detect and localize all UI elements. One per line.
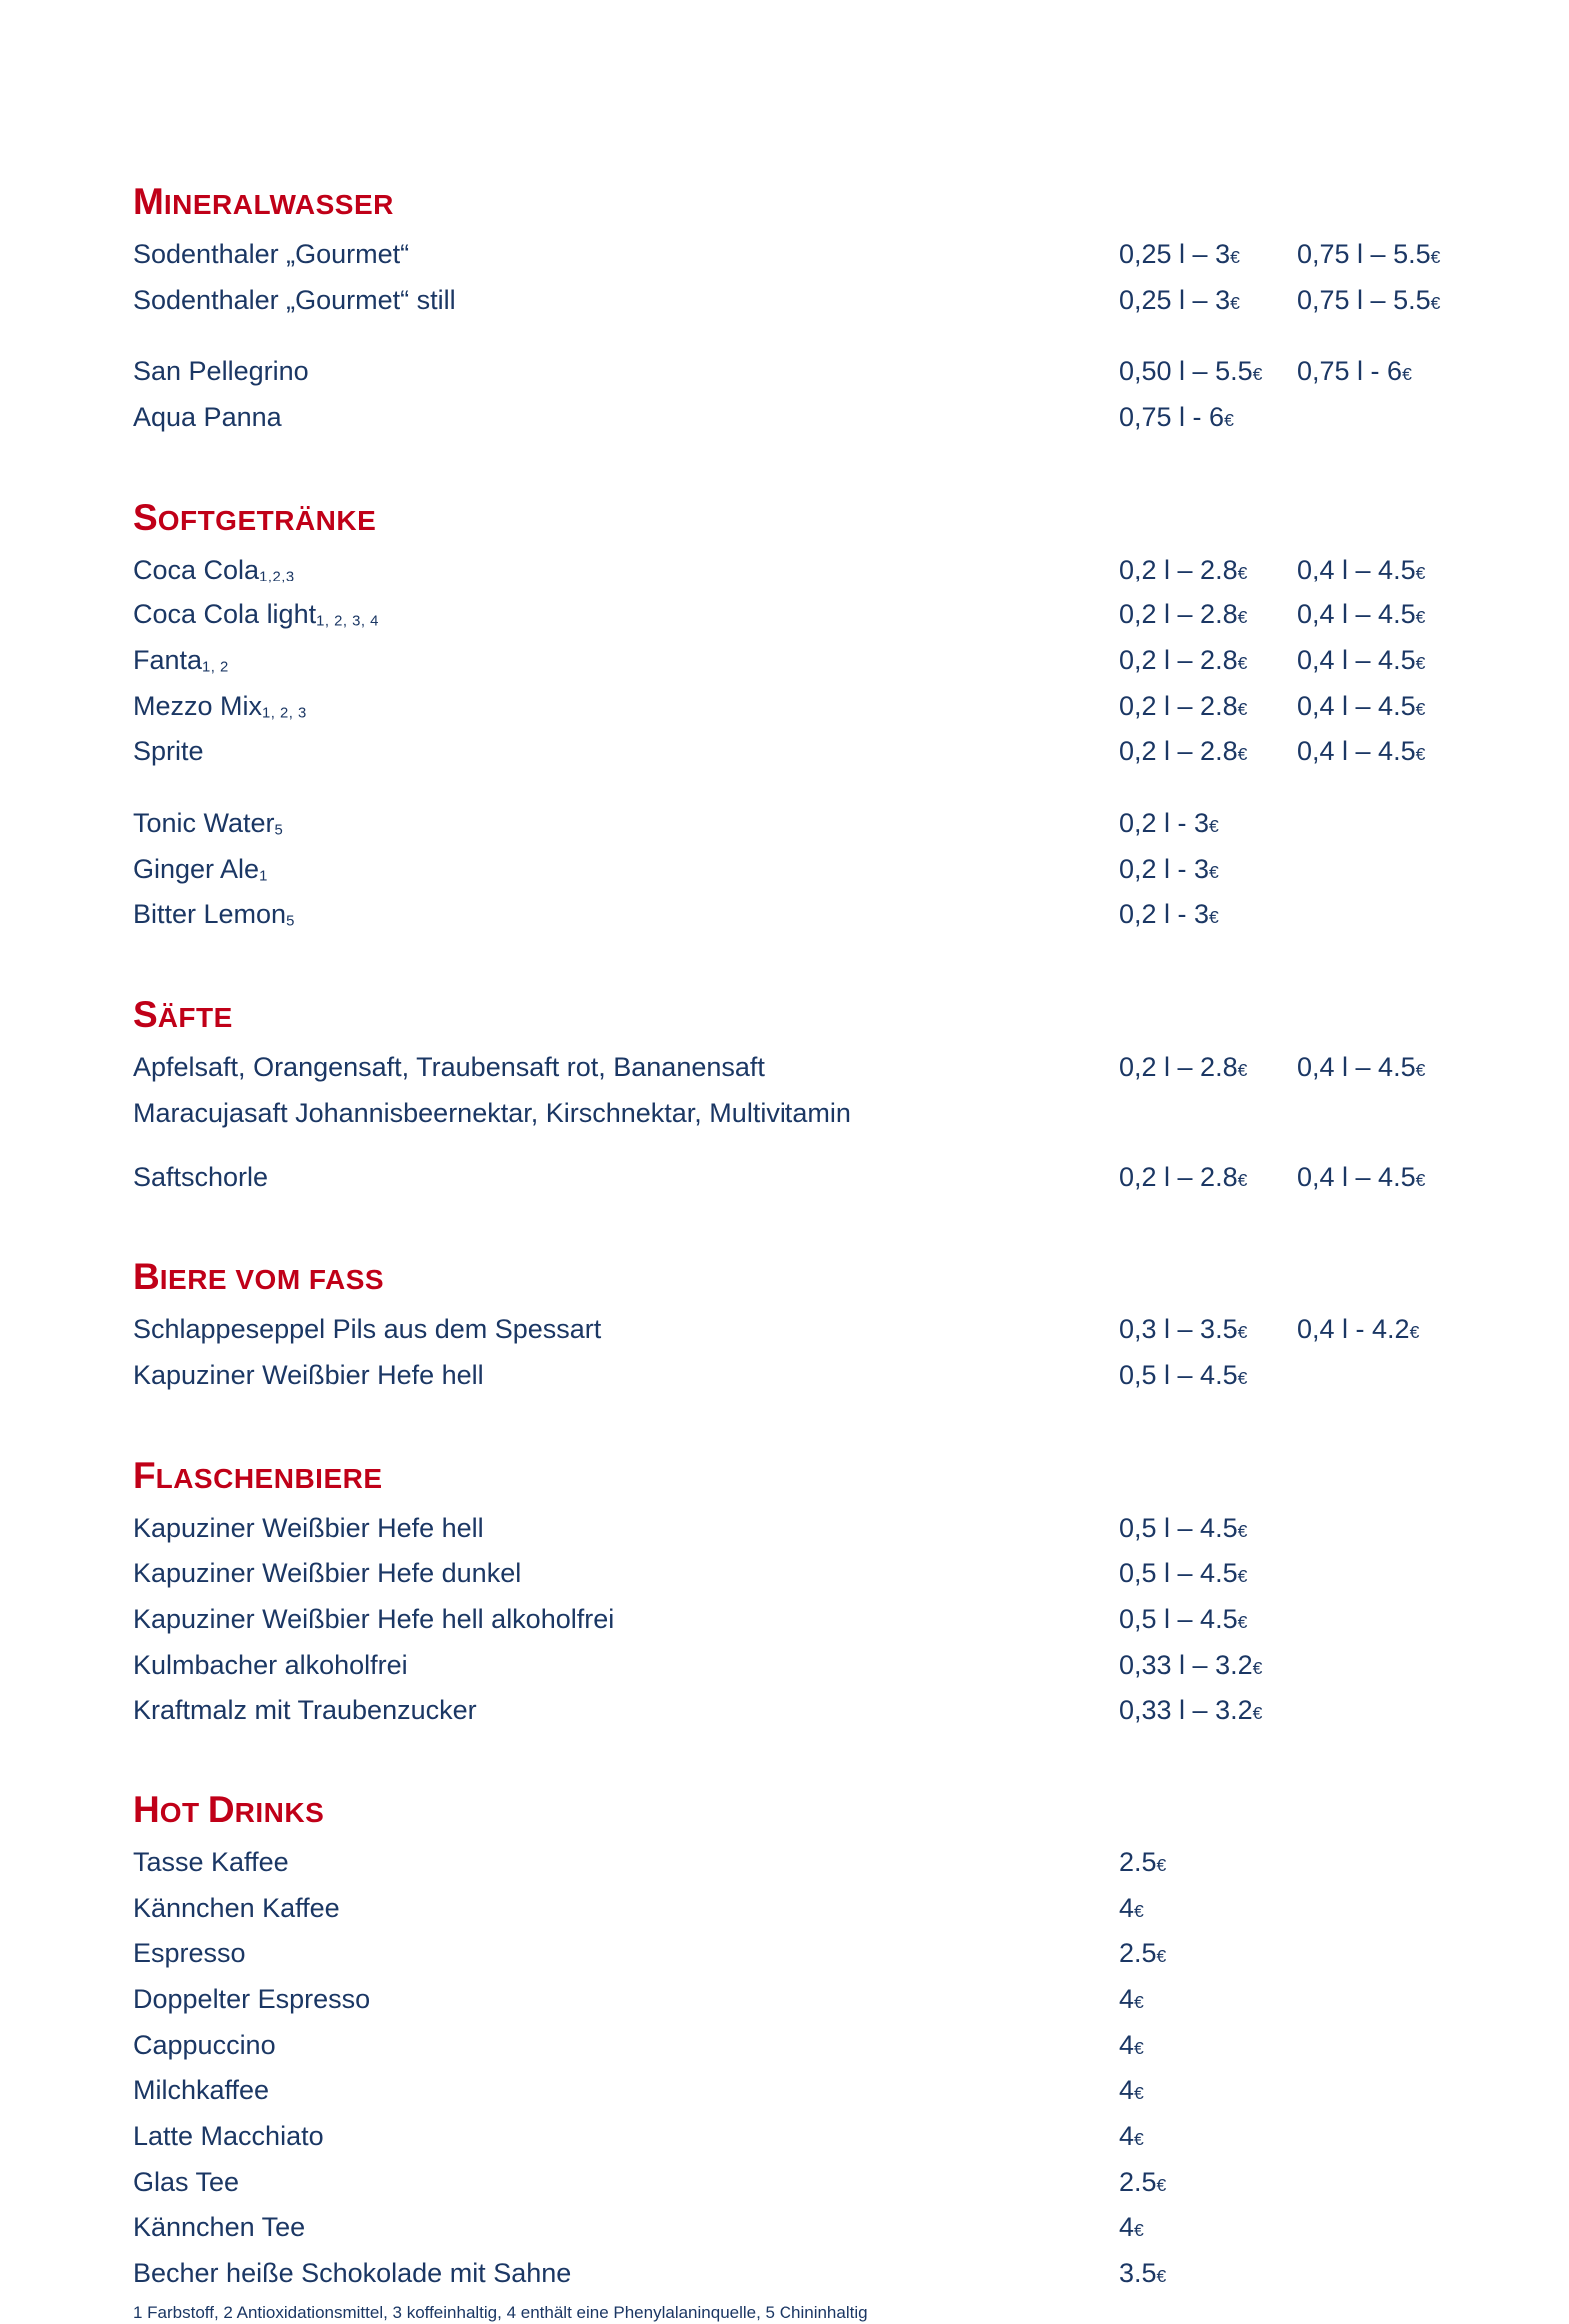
- price-text: 4: [1119, 2075, 1135, 2106]
- item-price-1: [1119, 1048, 1297, 1089]
- title-initial: B: [133, 1256, 160, 1298]
- price-text: 0,4 l – 4.5: [1297, 645, 1416, 676]
- euro-symbol: €: [1237, 607, 1248, 628]
- section-mineralwasser: [133, 180, 1539, 444]
- item-price-1: [1119, 1554, 1297, 1595]
- section-title: [133, 993, 1539, 1042]
- item-group: [133, 1158, 1539, 1204]
- title-initial: H: [133, 1789, 160, 1831]
- item-name: [133, 1310, 1119, 1356]
- menu-item-row: [133, 1048, 1539, 1094]
- item-price-2: [1297, 641, 1539, 682]
- title-rest: ÄFTE: [157, 1002, 233, 1034]
- price-text: 0,2 l – 2.8: [1119, 599, 1238, 630]
- title-initial: F: [133, 1454, 156, 1496]
- price-text: 0,33 l – 3.2: [1119, 1695, 1253, 1726]
- item-name: [133, 2071, 1119, 2117]
- euro-symbol: €: [1402, 364, 1412, 385]
- price-text: 0,75 l - 6: [1297, 356, 1403, 387]
- item-price-1: [1119, 732, 1297, 773]
- item-name: [133, 551, 1119, 596]
- price-text: 2.5: [1119, 2166, 1157, 2197]
- euro-symbol: €: [1237, 1566, 1248, 1587]
- euro-symbol: €: [1430, 292, 1441, 313]
- item-price-1: [1119, 1646, 1297, 1687]
- price-text: 0,2 l – 2.8: [1119, 1161, 1238, 1192]
- price-text: 0,5 l – 4.5: [1119, 1604, 1238, 1635]
- item-name-text: Tasse Kaffee: [133, 1847, 289, 1878]
- price-text: 0,4 l – 4.5: [1297, 1052, 1416, 1083]
- item-price-2: [1297, 595, 1539, 636]
- euro-symbol: €: [1237, 1612, 1248, 1633]
- item-price-1: [1119, 895, 1297, 936]
- item-group: [133, 551, 1539, 778]
- item-name-text: Schlappeseppel Pils aus dem Spessart: [133, 1314, 602, 1345]
- item-name-text: Milchkaffee: [133, 2075, 270, 2106]
- price-text: 0,5 l – 4.5: [1119, 1512, 1238, 1543]
- item-name-text: Saftschorle: [133, 1161, 269, 1192]
- price-text: 0,33 l – 3.2: [1119, 1649, 1253, 1680]
- menu-item-row: [133, 687, 1539, 733]
- price-text: 0,25 l – 3: [1119, 284, 1231, 315]
- item-name-continued: Maracujasaft Johannisbeernektar, Kirschnektar, Multivitamin: [133, 1097, 851, 1128]
- menu-item-row: [133, 1646, 1539, 1692]
- item-price-2: [1297, 551, 1539, 591]
- menu-item-row: [133, 804, 1539, 850]
- item-name: [133, 1600, 1119, 1646]
- item-name-text: Doppelter Espresso: [133, 1984, 371, 2015]
- euro-symbol: €: [1409, 1322, 1420, 1343]
- item-name: [133, 595, 1119, 641]
- menu-item-row: [133, 2117, 1539, 2163]
- item-group: [133, 1843, 1539, 2300]
- item-name-text: Kännchen Tee: [133, 2212, 306, 2243]
- item-name: [133, 1843, 1119, 1889]
- euro-symbol: €: [1252, 364, 1263, 385]
- menu-item-row: [133, 850, 1539, 896]
- footnote-refs: 1, 2: [202, 659, 229, 676]
- euro-symbol: €: [1252, 1657, 1263, 1678]
- price-text: 0,4 l – 4.5: [1297, 554, 1416, 584]
- item-price-2: [1297, 1048, 1539, 1089]
- item-price-2: [1297, 281, 1539, 322]
- euro-symbol: €: [1230, 292, 1240, 313]
- item-price-1: [1119, 551, 1297, 591]
- title-initial: M: [133, 181, 164, 222]
- item-name: [133, 641, 1119, 687]
- menu-item-row: [133, 281, 1539, 327]
- euro-symbol: €: [1415, 607, 1426, 628]
- item-name-text: Cappuccino: [133, 2029, 276, 2060]
- item-price-2: [1297, 235, 1539, 276]
- item-name-text: Glas Tee: [133, 2166, 240, 2197]
- item-group: [133, 235, 1539, 326]
- item-price-1: [1119, 804, 1297, 845]
- price-text: 4: [1119, 1892, 1135, 1923]
- euro-symbol: €: [1237, 698, 1248, 719]
- euro-symbol: €: [1237, 744, 1248, 765]
- title-rest: IERE VOM FASS: [159, 1264, 385, 1296]
- item-name: [133, 895, 1119, 941]
- price-text: 0,25 l – 3: [1119, 239, 1231, 269]
- item-name-text: Tonic Water: [133, 808, 275, 839]
- item-price-1: [1119, 2026, 1297, 2067]
- euro-symbol: €: [1415, 744, 1426, 765]
- price-text: 3.5: [1119, 2258, 1157, 2289]
- item-name-text: Sodenthaler „Gourmet“ still: [133, 284, 456, 315]
- euro-symbol: €: [1156, 2266, 1167, 2287]
- item-name: [133, 687, 1119, 733]
- item-name-text: Espresso: [133, 1938, 246, 1969]
- item-name: [133, 1646, 1119, 1692]
- euro-symbol: €: [1134, 2129, 1144, 2150]
- price-text: 0,75 l – 5.5: [1297, 239, 1431, 269]
- item-price-2: [1297, 1310, 1539, 1351]
- menu-item-row: [133, 1600, 1539, 1646]
- item-name: [133, 2254, 1119, 2300]
- item-name: [133, 732, 1119, 778]
- menu-item-row: [133, 352, 1539, 398]
- item-price-1: [1119, 281, 1297, 322]
- price-text: 0,2 l – 2.8: [1119, 554, 1238, 584]
- item-group: [133, 1509, 1539, 1737]
- menu-item-row: [133, 2208, 1539, 2254]
- item-name-text: Ginger Ale: [133, 853, 260, 884]
- item-name-text: Kulmbacher alkoholfrei: [133, 1649, 408, 1680]
- item-name: [133, 2026, 1119, 2072]
- item-name: [133, 398, 1119, 444]
- item-name: [133, 1889, 1119, 1935]
- euro-symbol: €: [1430, 247, 1441, 267]
- price-text: 0,2 l - 3: [1119, 899, 1210, 930]
- item-name-text: Sodenthaler „Gourmet“: [133, 239, 410, 269]
- euro-symbol: €: [1230, 247, 1240, 267]
- item-group: [133, 352, 1539, 443]
- item-name-text: San Pellegrino: [133, 356, 309, 387]
- menu-item-row: [133, 2071, 1539, 2117]
- menu-item-row: [133, 1310, 1539, 1356]
- item-name: [133, 2208, 1119, 2254]
- item-price-1: [1119, 1889, 1297, 1930]
- footnote-refs: 1, 2, 3, 4: [316, 614, 379, 631]
- menu-item-row: [133, 641, 1539, 687]
- menu-item-row: [133, 895, 1539, 941]
- item-name-text: Kapuziner Weißbier Hefe hell alkoholfrei: [133, 1604, 615, 1635]
- item-name: [133, 1158, 1119, 1204]
- footnote-refs: 5: [286, 914, 295, 931]
- price-text: 0,4 l – 4.5: [1297, 599, 1416, 630]
- euro-symbol: €: [1415, 1060, 1426, 1081]
- item-price-1: [1119, 1509, 1297, 1550]
- price-text: 0,75 l – 5.5: [1297, 284, 1431, 315]
- item-price-1: [1119, 1600, 1297, 1641]
- item-name-text: Kapuziner Weißbier Hefe hell: [133, 1360, 484, 1391]
- price-text: 4: [1119, 2029, 1135, 2060]
- section-title: [133, 1788, 1539, 1837]
- item-price-1: [1119, 641, 1297, 682]
- item-name-text: Coca Cola light: [133, 599, 317, 630]
- menu-item-row: [133, 1356, 1539, 1402]
- menu-item-row: [133, 1980, 1539, 2026]
- title-rest: OFTGETRÄNKE: [157, 504, 377, 536]
- section-softgetraenke: [133, 496, 1539, 941]
- menu-item-row: [133, 1158, 1539, 1204]
- item-price-1: [1119, 2163, 1297, 2204]
- item-name: [133, 1048, 1119, 1094]
- item-name-text: Sprite: [133, 736, 204, 767]
- euro-symbol: €: [1237, 1520, 1248, 1541]
- item-price-1: [1119, 2071, 1297, 2112]
- euro-symbol: €: [1209, 907, 1219, 928]
- price-text: 0,4 l – 4.5: [1297, 1161, 1416, 1192]
- item-price-1: [1119, 2117, 1297, 2158]
- item-name-text: Coca Cola: [133, 554, 260, 584]
- price-text: 0,2 l – 2.8: [1119, 1052, 1238, 1083]
- item-price-1: [1119, 2208, 1297, 2249]
- item-price-1: [1119, 1980, 1297, 2021]
- item-price-1: [1119, 1934, 1297, 1975]
- euro-symbol: €: [1237, 562, 1248, 582]
- section-hot-drinks: [133, 1788, 1539, 2324]
- item-name-text: Becher heiße Schokolade mit Sahne: [133, 2258, 572, 2289]
- item-price-2: [1297, 687, 1539, 728]
- euro-symbol: €: [1209, 816, 1219, 837]
- item-name: [133, 1554, 1119, 1600]
- item-name: [133, 352, 1119, 398]
- item-name: [133, 281, 1119, 327]
- menu-item-row: [133, 551, 1539, 596]
- footnote-refs: 1, 2, 3: [262, 705, 307, 722]
- item-price-1: [1119, 687, 1297, 728]
- euro-symbol: €: [1237, 1368, 1248, 1389]
- euro-symbol: €: [1134, 1992, 1144, 2013]
- euro-symbol: €: [1209, 861, 1219, 882]
- menu-item-row: [133, 2163, 1539, 2209]
- euro-symbol: €: [1415, 653, 1426, 674]
- euro-symbol: €: [1237, 1060, 1248, 1081]
- price-text: 4: [1119, 2212, 1135, 2243]
- price-text: 0,2 l - 3: [1119, 808, 1210, 839]
- item-group: [133, 1048, 1539, 1132]
- item-price-1: [1119, 398, 1297, 439]
- euro-symbol: €: [1156, 2174, 1167, 2195]
- item-price-1: [1119, 1356, 1297, 1397]
- price-text: 0,5 l – 4.5: [1119, 1360, 1238, 1391]
- footnote-refs: 1: [259, 868, 268, 885]
- price-text: 0,5 l – 4.5: [1119, 1558, 1238, 1589]
- euro-symbol: €: [1134, 2037, 1144, 2058]
- allergen-footnote: 1 Farbstoff, 2 Antioxidationsmittel, 3 koffeinhaltig, 4 enthält eine Phenylalaninquelle, 5 Chininhaltig: [133, 2302, 868, 2322]
- euro-symbol: €: [1415, 562, 1426, 582]
- price-text: 0,3 l – 3.5: [1119, 1314, 1238, 1345]
- item-price-2: [1297, 352, 1539, 393]
- title-initial: S: [133, 496, 158, 538]
- euro-symbol: €: [1156, 1855, 1167, 1876]
- price-text: 0,4 l - 4.2: [1297, 1314, 1410, 1345]
- price-text: 0,50 l – 5.5: [1119, 356, 1253, 387]
- price-text: 4: [1119, 1984, 1135, 2015]
- title-initial: D: [207, 1789, 235, 1831]
- item-group: [133, 804, 1539, 941]
- price-text: 0,2 l – 2.8: [1119, 645, 1238, 676]
- euro-symbol: €: [1237, 1169, 1248, 1190]
- section-title: [133, 1255, 1539, 1304]
- item-price-1: [1119, 595, 1297, 636]
- section-saefte: [133, 993, 1539, 1203]
- item-name: [133, 1509, 1119, 1555]
- item-name: [133, 235, 1119, 281]
- item-name-text: Fanta: [133, 645, 203, 676]
- title-initial: S: [133, 994, 158, 1036]
- item-price-2: [1297, 732, 1539, 773]
- euro-symbol: €: [1224, 410, 1234, 431]
- item-name: [133, 1980, 1119, 2026]
- price-text: 0,4 l – 4.5: [1297, 736, 1416, 767]
- menu-item-row: [133, 732, 1539, 778]
- price-text: 0,2 l - 3: [1119, 853, 1210, 884]
- menu-item-row: [133, 1934, 1539, 1980]
- item-name: [133, 2117, 1119, 2163]
- footnote-refs: 1,2,3: [259, 569, 295, 585]
- menu-item-row: [133, 1843, 1539, 1889]
- menu-item-row: [133, 2026, 1539, 2072]
- section-flaschenbiere: [133, 1454, 1539, 1737]
- title-rest: RINKS: [234, 1797, 325, 1829]
- item-name: [133, 2163, 1119, 2209]
- title-rest: OT: [159, 1797, 208, 1829]
- euro-symbol: €: [1252, 1703, 1263, 1724]
- item-price-1: [1119, 352, 1297, 393]
- price-text: 2.5: [1119, 1847, 1157, 1878]
- item-name: [133, 804, 1119, 850]
- item-name: [133, 1356, 1119, 1402]
- item-price-1: [1119, 235, 1297, 276]
- item-group: [133, 1310, 1539, 1401]
- item-price-1: [1119, 850, 1297, 891]
- euro-symbol: €: [1237, 653, 1248, 674]
- section-title: [133, 496, 1539, 545]
- euro-symbol: €: [1134, 2083, 1144, 2104]
- menu-item-row: [133, 1889, 1539, 1935]
- euro-symbol: €: [1415, 1169, 1426, 1190]
- item-name-text: Latte Macchiato: [133, 2121, 324, 2152]
- euro-symbol: €: [1237, 1322, 1248, 1343]
- section-title: [133, 1454, 1539, 1503]
- title-rest: LASCHENBIERE: [155, 1462, 383, 1494]
- menu-item-row: [133, 235, 1539, 281]
- euro-symbol: €: [1156, 1946, 1167, 1967]
- euro-symbol: €: [1415, 698, 1426, 719]
- item-name: [133, 1934, 1119, 1980]
- item-name: [133, 850, 1119, 896]
- footnote-refs: 5: [274, 822, 284, 839]
- item-name-text: Mezzo Mix: [133, 690, 263, 721]
- item-name-text: Aqua Panna: [133, 402, 282, 433]
- item-name-text: Kraftmalz mit Traubenzucker: [133, 1695, 477, 1726]
- price-text: 4: [1119, 2121, 1135, 2152]
- item-name-text: Kapuziner Weißbier Hefe dunkel: [133, 1558, 522, 1589]
- menu-item-row: [133, 1554, 1539, 1600]
- title-rest: INERALWASSER: [163, 189, 394, 220]
- item-price-1: [1119, 1691, 1297, 1732]
- menu-item-row: [133, 398, 1539, 444]
- euro-symbol: €: [1134, 1900, 1144, 1921]
- section-biere-vom-fass: [133, 1255, 1539, 1401]
- price-text: 0,75 l - 6: [1119, 402, 1225, 433]
- menu-item-row: [133, 595, 1539, 641]
- item-price-1: [1119, 2254, 1297, 2295]
- item-price-2: [1297, 1158, 1539, 1199]
- item-price-1: [1119, 1158, 1297, 1199]
- item-price-1: [1119, 1843, 1297, 1884]
- item-price-1: [1119, 1310, 1297, 1351]
- menu-item-row: [133, 2254, 1539, 2300]
- price-text: 0,4 l – 4.5: [1297, 690, 1416, 721]
- menu-item-row: [133, 1509, 1539, 1555]
- menu-item-row: [133, 1094, 1539, 1132]
- section-title: [133, 180, 1539, 229]
- menu-item-row: [133, 1691, 1539, 1737]
- item-name-text: Bitter Lemon: [133, 899, 287, 930]
- item-name-text: Kännchen Kaffee: [133, 1892, 340, 1923]
- price-text: 0,2 l – 2.8: [1119, 736, 1238, 767]
- item-name-text: Apfelsaft, Orangensaft, Traubensaft rot, Bananensaft: [133, 1052, 765, 1083]
- price-text: 0,2 l – 2.8: [1119, 690, 1238, 721]
- item-name: [133, 1691, 1119, 1737]
- price-text: 2.5: [1119, 1938, 1157, 1969]
- item-name-text: Kapuziner Weißbier Hefe hell: [133, 1512, 484, 1543]
- euro-symbol: €: [1134, 2220, 1144, 2241]
